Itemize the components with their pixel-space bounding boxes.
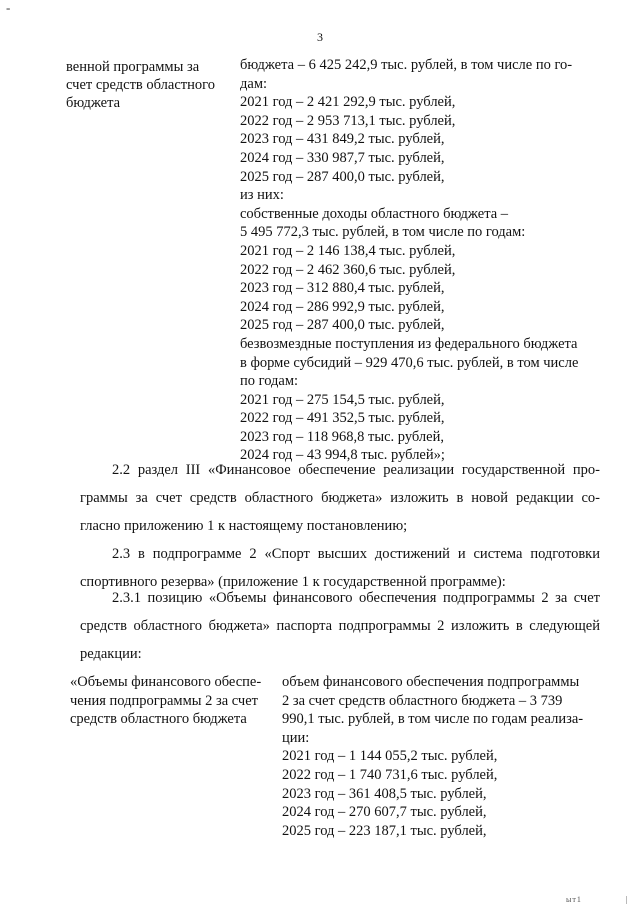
block1-right-line: в форме субсидий – 929 470,6 тыс. рублей, в том числе	[240, 354, 579, 371]
block1-right-line: собственные доходы областного бюджета –	[240, 205, 509, 222]
block2-right-column	[282, 673, 602, 840]
block2-right-line: 2024 год – 270 607,7 тыс. рублей,	[282, 804, 487, 821]
block1-right-line: 2025 год – 287 400,0 тыс. рублей,	[240, 317, 445, 334]
block1-left-line: счет средств областного	[66, 77, 215, 93]
paragraph-line: спортивного резерва» (приложение 1 к государственной программе):	[80, 574, 506, 590]
block1-right-line: 2022 год – 2 953 713,1 тыс. рублей,	[240, 112, 456, 129]
block2-left-line: «Объемы финансового обеспе-	[70, 674, 262, 690]
block1-right-line: 2022 год – 2 462 360,6 тыс. рублей,	[240, 261, 456, 278]
block1-right-line: дам:	[240, 75, 268, 92]
block2-right-line: 2022 год – 1 740 731,6 тыс. рублей,	[282, 766, 498, 783]
block2-left-line: средств областного бюджета	[70, 711, 247, 728]
block1-right-line: 2024 год – 43 994,8 тыс. рублей»;	[240, 447, 445, 464]
block1-right-line: 2023 год – 312 880,4 тыс. рублей,	[240, 280, 445, 297]
page-number: 3	[317, 30, 323, 44]
block1-right-line: из них:	[240, 187, 284, 204]
paragraph-line: средств областного бюджета» паспорта подпрограммы 2 изложить в следующей	[80, 618, 600, 634]
block1-left-line: бюджета	[66, 95, 121, 111]
block1-right-line: 2024 год – 330 987,7 тыс. рублей,	[240, 149, 445, 166]
block1-right-line: 5 495 772,3 тыс. рублей, в том числе по годам:	[240, 224, 526, 241]
block2-right-line: ции:	[282, 729, 310, 746]
block1-right-line: 2021 год – 275 154,5 тыс. рублей,	[240, 391, 445, 408]
paragraph-2-2	[80, 456, 600, 540]
block2-right-line: 2025 год – 223 187,1 тыс. рублей,	[282, 822, 487, 839]
block1-right-line: 2021 год – 2 421 292,9 тыс. рублей,	[240, 94, 456, 111]
paragraph-line: граммы за счет средств областного бюджета» изложить в новой редакции со-	[80, 490, 600, 506]
block1-right-line: 2024 год – 286 992,9 тыс. рублей,	[240, 298, 445, 315]
block1-right-line: 2023 год – 431 849,2 тыс. рублей,	[240, 131, 445, 148]
corner-mark: -	[6, 0, 11, 15]
block2-left-column	[70, 673, 276, 729]
block1-right-line: по годам:	[240, 373, 299, 390]
footer-mark: ыт1	[566, 895, 582, 904]
paragraph-2-3-1	[80, 584, 600, 668]
paragraph-line: 2.2 раздел III «Финансовое обеспечение реализации государственной про-	[112, 462, 600, 478]
block1-right-line: бюджета – 6 425 242,9 тыс. рублей, в том числе по го-	[240, 57, 573, 73]
block1-left-column	[66, 58, 232, 112]
block1-right-line: 2022 год – 491 352,5 тыс. рублей,	[240, 410, 445, 427]
block2-left-line: чения подпрограммы 2 за счет	[70, 692, 258, 709]
block2-right-line: 2021 год – 1 144 055,2 тыс. рублей,	[282, 748, 498, 765]
paragraph-line: 2.3.1 позицию «Объемы финансового обеспечения подпрограммы 2 за счет	[112, 590, 600, 606]
block1-left-line: венной программы за	[66, 59, 200, 75]
block1-right-column	[240, 56, 600, 465]
block1-right-line: 2021 год – 2 146 138,4 тыс. рублей,	[240, 242, 456, 259]
block1-right-line: 2025 год – 287 400,0 тыс. рублей,	[240, 168, 445, 185]
paragraph-line: редакции:	[80, 646, 142, 662]
block1-right-line: безвозмездные поступления из федерального бюджета	[240, 335, 578, 352]
footer-mark: |	[626, 895, 628, 904]
block2-right-line: объем финансового обеспечения подпрограммы	[282, 674, 580, 690]
paragraph-line: гласно приложению 1 к настоящему постановлению;	[80, 518, 408, 534]
block2-right-line: 990,1 тыс. рублей, в том числе по годам реализа-	[282, 711, 584, 728]
paragraph-line: 2.3 в подпрограмме 2 «Спорт высших достижений и система подготовки	[112, 546, 600, 562]
block2-right-line: 2 за счет средств областного бюджета – 3 739	[282, 692, 563, 709]
block1-right-line: 2023 год – 118 968,8 тыс. рублей,	[240, 428, 444, 445]
block2-right-line: 2023 год – 361 408,5 тыс. рублей,	[282, 785, 487, 802]
